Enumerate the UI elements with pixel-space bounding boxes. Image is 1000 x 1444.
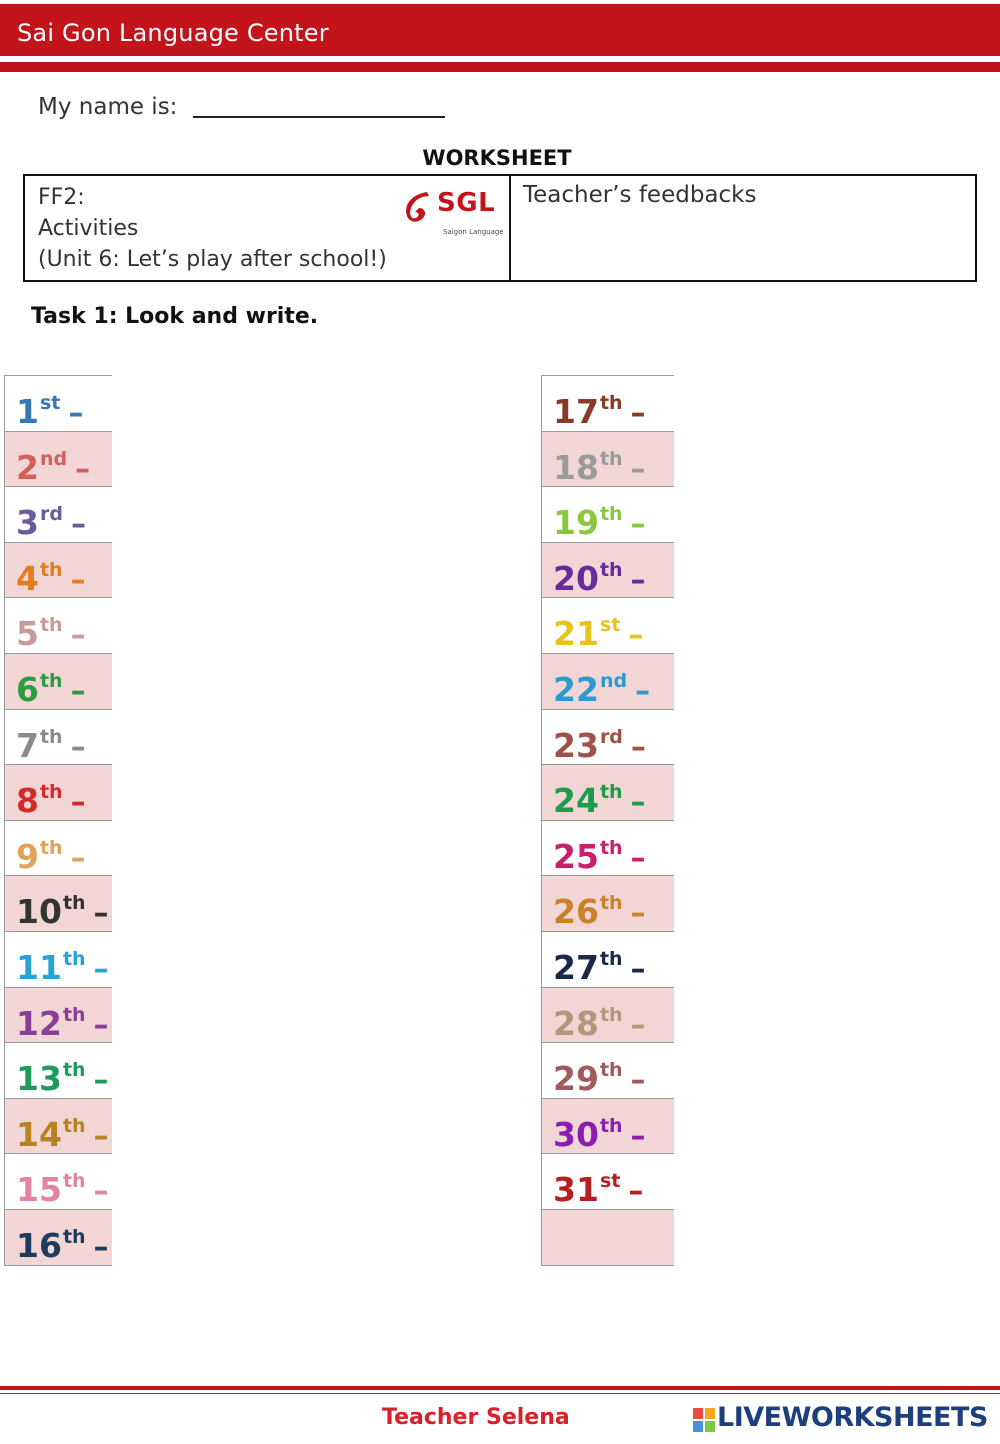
ordinal-dash: – <box>628 1174 644 1209</box>
ordinal-row[interactable] <box>5 709 112 765</box>
ordinal-suffix: th <box>62 1003 86 1026</box>
ordinal-row[interactable] <box>542 820 674 876</box>
ordinal-number: 25 <box>553 836 599 876</box>
task-title: Task 1: Look and write. <box>31 304 319 329</box>
unit-label: (Unit 6: Let’s play after school!) <box>38 247 387 272</box>
ordinal-suffix: th <box>599 1003 623 1026</box>
ordinal-row[interactable] <box>5 820 112 876</box>
ordinal-number: 16 <box>16 1225 62 1265</box>
ordinal-row[interactable] <box>542 1153 674 1209</box>
ordinal-row[interactable] <box>5 931 112 987</box>
ordinal-row[interactable] <box>542 597 674 653</box>
ordinal-row[interactable] <box>542 542 674 598</box>
ordinal-suffix: th <box>39 836 63 859</box>
ordinal-number: 6 <box>16 669 39 709</box>
ordinal-row[interactable] <box>542 486 674 542</box>
logo-subtitle: Saigon Language <box>443 228 504 236</box>
ordinal-suffix: th <box>599 503 623 526</box>
liveworksheets-brand: LIVEWORKSHEETS <box>717 1402 988 1433</box>
ordinal-dash: – <box>93 1118 109 1154</box>
ordinal-suffix: nd <box>599 669 628 692</box>
ordinal-dash: – <box>630 729 646 765</box>
ordinal-suffix: th <box>599 781 623 804</box>
ordinal-number: 21 <box>553 614 599 653</box>
ordinal-suffix: th <box>599 447 623 470</box>
ordinal-dash: – <box>630 396 646 431</box>
ordinal-suffix: th <box>599 892 623 915</box>
feedback-cell <box>511 176 975 280</box>
ordinal-suffix: th <box>599 1114 623 1137</box>
ordinal-number: 2 <box>16 447 39 487</box>
ordinal-number: 3 <box>16 503 39 542</box>
ordinal-dash: – <box>70 507 86 542</box>
ordinal-suffix: th <box>599 392 623 414</box>
ordinal-row[interactable] <box>5 764 112 820</box>
ordinal-dash: – <box>630 785 646 820</box>
ordinal-number: 26 <box>553 892 599 931</box>
sgl-swoosh-icon <box>401 188 435 226</box>
ordinal-row[interactable] <box>5 1042 112 1098</box>
info-table <box>23 174 977 282</box>
ordinal-number: 9 <box>16 836 39 876</box>
ordinal-row[interactable] <box>5 1209 112 1265</box>
ordinal-column-right <box>541 375 674 1266</box>
ordinal-suffix: th <box>599 1059 623 1082</box>
ordinal-dash: – <box>630 951 646 987</box>
ordinal-dash: – <box>635 673 651 709</box>
ordinal-number: 1 <box>16 392 39 431</box>
liveworksheets-logo-icon <box>693 1408 715 1432</box>
ordinal-number: 8 <box>16 781 39 820</box>
ordinal-suffix: th <box>39 558 63 581</box>
ordinal-number: 29 <box>553 1059 599 1098</box>
ordinal-dash: – <box>70 785 86 820</box>
ordinal-dash: – <box>630 840 646 876</box>
ordinal-suffix: th <box>39 669 63 692</box>
ordinal-row[interactable] <box>5 597 112 653</box>
ordinal-suffix: th <box>62 1225 86 1248</box>
header-divider <box>0 62 1000 72</box>
course-code: FF2: <box>38 185 85 210</box>
ordinal-suffix: th <box>599 947 623 970</box>
ordinal-dash: – <box>93 1063 109 1098</box>
ordinal-number: 13 <box>16 1059 62 1098</box>
ordinal-dash: – <box>93 1174 109 1209</box>
ordinal-row[interactable] <box>5 987 112 1043</box>
ordinal-number: 18 <box>553 447 599 487</box>
ordinal-suffix: th <box>39 614 63 637</box>
ordinal-number: 14 <box>16 1114 62 1154</box>
ordinal-dash: – <box>93 951 109 987</box>
name-label: My name is: <box>38 94 178 120</box>
ordinal-number: 24 <box>553 781 599 820</box>
ordinal-number: 7 <box>16 725 39 765</box>
ordinal-dash: – <box>93 1007 109 1043</box>
ordinal-suffix: th <box>599 558 623 581</box>
ordinal-dash: – <box>70 673 86 709</box>
ordinal-number: 20 <box>553 558 599 598</box>
course-info-cell <box>25 176 511 280</box>
ordinal-suffix: th <box>62 1114 86 1137</box>
ordinal-row[interactable] <box>542 764 674 820</box>
ordinal-suffix: st <box>39 392 61 414</box>
feedback-label: Teacher’s feedbacks <box>523 182 757 208</box>
ordinal-row[interactable] <box>5 542 112 598</box>
ordinal-row[interactable] <box>542 931 674 987</box>
ordinal-dash: – <box>93 1229 109 1265</box>
ordinal-number: 10 <box>16 892 62 931</box>
ordinal-suffix: rd <box>39 503 63 526</box>
ordinal-row[interactable] <box>542 1042 674 1098</box>
ordinal-number: 22 <box>553 669 599 709</box>
ordinal-number: 27 <box>553 947 599 987</box>
ordinal-row[interactable] <box>5 653 112 709</box>
ordinal-suffix: st <box>599 1170 621 1193</box>
ordinal-suffix: th <box>599 836 623 859</box>
ordinal-row[interactable] <box>5 486 112 542</box>
ordinal-number: 31 <box>553 1170 599 1209</box>
ordinal-dash: – <box>628 618 644 653</box>
ordinal-number: 23 <box>553 725 599 765</box>
ordinal-row[interactable] <box>542 987 674 1043</box>
name-input-line[interactable] <box>193 116 445 118</box>
ordinal-row[interactable] <box>542 653 674 709</box>
ordinal-row[interactable] <box>542 1098 674 1154</box>
ordinal-dash: – <box>630 451 646 487</box>
ordinal-dash: – <box>70 618 86 653</box>
ordinal-dash: – <box>630 896 646 931</box>
ordinal-suffix: th <box>62 1170 86 1193</box>
ordinal-row[interactable] <box>542 375 674 431</box>
ordinal-suffix: th <box>62 947 86 970</box>
ordinal-number: 12 <box>16 1003 62 1043</box>
ordinal-dash: – <box>68 396 84 431</box>
ordinal-row[interactable] <box>542 1209 674 1265</box>
ordinal-dash: – <box>93 896 109 931</box>
ordinal-dash: – <box>630 1118 646 1154</box>
ordinal-suffix: th <box>39 725 63 748</box>
header-bar <box>0 4 1000 56</box>
ordinal-suffix: th <box>62 892 86 915</box>
ordinal-row[interactable] <box>5 375 112 431</box>
ordinal-dash: – <box>630 562 646 598</box>
ordinal-dash: – <box>630 1007 646 1043</box>
logo-text: SGL <box>437 188 496 218</box>
ordinal-dash: – <box>70 562 86 598</box>
ordinal-suffix: th <box>62 1059 86 1082</box>
ordinal-number: 30 <box>553 1114 599 1154</box>
ordinal-number: 4 <box>16 558 39 598</box>
ordinal-number: 28 <box>553 1003 599 1043</box>
ordinal-number: 19 <box>553 503 599 542</box>
ordinal-row[interactable] <box>542 431 674 487</box>
ordinal-row[interactable] <box>5 431 112 487</box>
ordinal-row[interactable] <box>5 1153 112 1209</box>
ordinal-suffix: st <box>599 614 621 637</box>
sgl-logo <box>401 188 504 236</box>
ordinal-column-left <box>4 375 112 1266</box>
ordinal-number: 17 <box>553 392 599 431</box>
section-label: Activities <box>38 216 139 241</box>
ordinal-row[interactable] <box>5 875 112 931</box>
ordinal-dash: – <box>630 507 646 542</box>
ordinal-number: 11 <box>16 947 62 987</box>
ordinal-suffix: th <box>39 781 63 804</box>
ordinal-dash: – <box>630 1063 646 1098</box>
ordinal-dash: – <box>70 729 86 765</box>
footer-divider-thin <box>0 1393 1000 1394</box>
ordinal-suffix: rd <box>599 725 623 748</box>
ordinal-dash: – <box>75 451 91 487</box>
ordinal-dash: – <box>70 840 86 876</box>
ordinal-row[interactable] <box>542 875 674 931</box>
ordinal-number: 15 <box>16 1170 62 1209</box>
ordinal-row[interactable] <box>5 1098 112 1154</box>
footer-divider <box>0 1386 1000 1390</box>
ordinal-suffix: nd <box>39 447 68 470</box>
ordinal-number: 5 <box>16 614 39 653</box>
footer-teacher: Teacher Selena <box>382 1405 570 1430</box>
ordinal-row[interactable] <box>542 709 674 765</box>
worksheet-title: WORKSHEET <box>422 146 572 170</box>
header-title: Sai Gon Language Center <box>17 19 329 47</box>
